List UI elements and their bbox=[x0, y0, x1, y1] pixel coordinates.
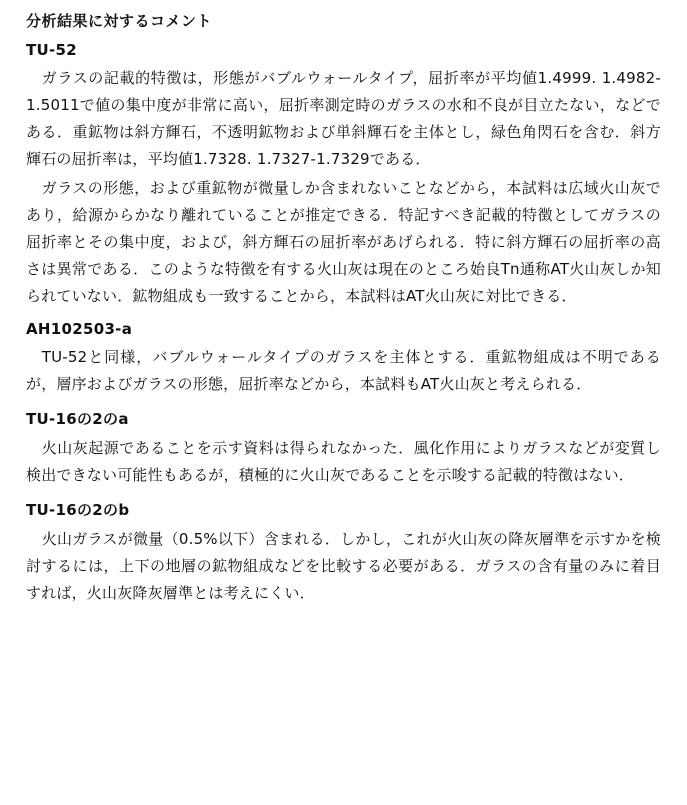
section-heading: AH102503-a bbox=[26, 320, 133, 338]
section-tu-16-2-a bbox=[26, 408, 661, 489]
paragraph: 火山ガラスが微量（0.5%以下）含まれる．しかし，これが火山灰の降灰層準を示すかを検討するには，上下の地層の鉱物組成などを比較する必要がある．ガラスの含有量のみに着目すれば，火山灰降灰層準とは考えにくい． bbox=[26, 530, 661, 602]
paragraph: 火山灰起源であることを示す資料は得られなかった．風化作用によりガラスなどが変質し検出できない可能性もあるが，積極的に火山灰であることを示唆する記載的特徴はない． bbox=[26, 439, 661, 484]
document-title: 分析結果に対するコメント bbox=[26, 12, 213, 30]
paragraph: TU-52と同様，バブルウォールタイプのガラスを主体とする．重鉱物組成は不明であるが，層序およびガラスの形態，屈折率などから，本試料もAT火山灰と考えられる． bbox=[26, 348, 661, 393]
paragraph: ガラスの形態，および重鉱物が微量しか含まれないことなどから，本試料は広域火山灰であり，給源からかなり離れていることが推定できる．特記すべき記載的特徴としてガラスの屈折率とその集中度，および，斜方輝石の屈折率があげられる．特に斜方輝石の屈折率の高さは異常である．このような特徴を有する火山灰は現在のところ始良Tn通称AT火山灰しか知られていない．鉱物組成も一致することから，本試料はAT火山灰に対比できる． bbox=[26, 179, 661, 305]
paragraph: ガラスの記載的特徴は，形態がバブルウォールタイプ，屈折率が平均値1.4999. 1.4982-1.5011で値の集中度が非常に高い，屈折率測定時のガラスの水和不良が目立たない，などである．重鉱物は斜方輝石，不透明鉱物および単斜輝石を主体とし，緑色角閃石を含む．斜方輝石の屈折率は，平均値1.7328. 1.7327-1.7329である． bbox=[26, 69, 661, 168]
section-heading: TU-16の2のb bbox=[26, 501, 130, 519]
section-heading: TU-52 bbox=[26, 41, 78, 59]
section-tu-52 bbox=[26, 41, 661, 310]
section-heading: TU-16の2のa bbox=[26, 410, 129, 428]
section-tu-16-2-b bbox=[26, 499, 661, 607]
section-ah102503-a bbox=[26, 320, 661, 398]
